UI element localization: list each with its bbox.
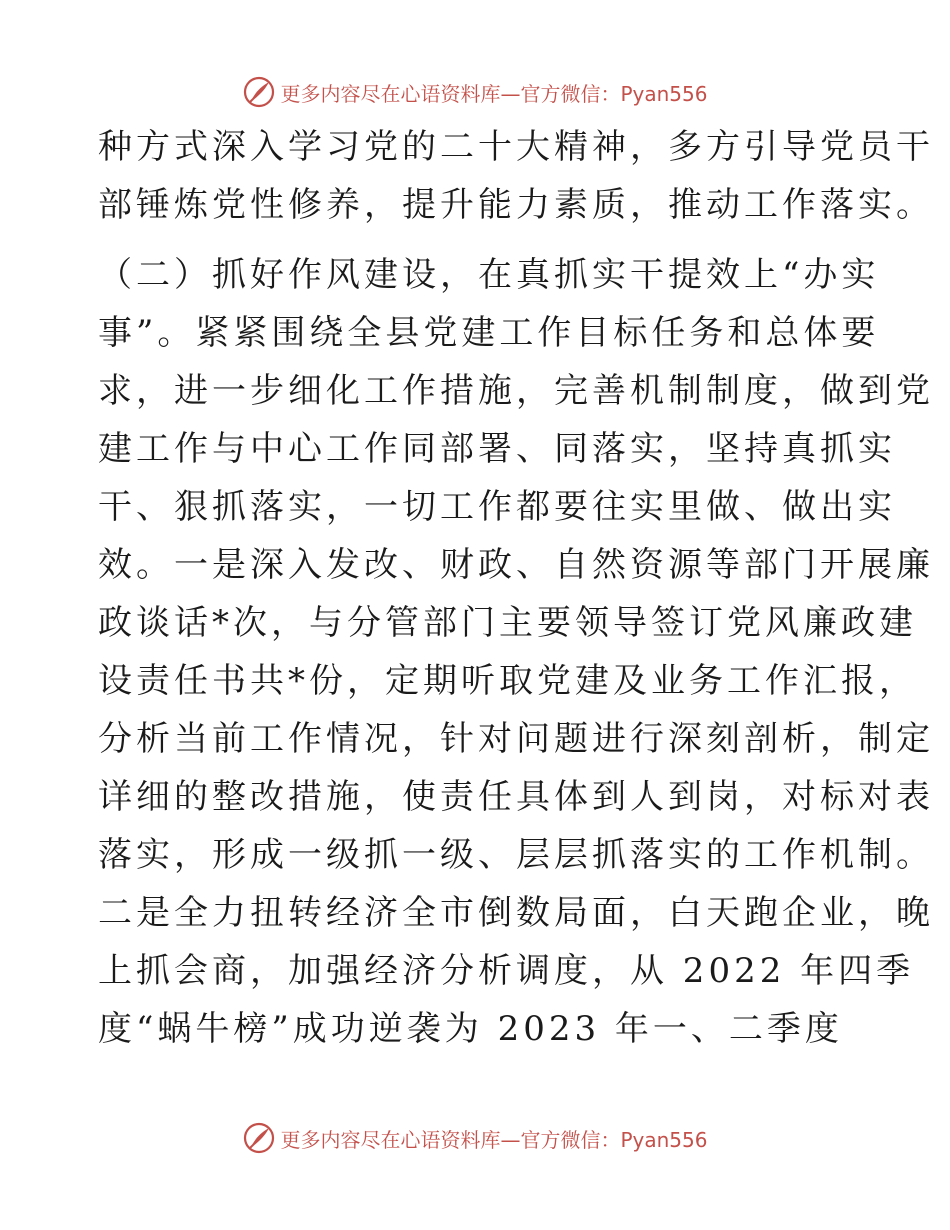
watermark-text: 更多内容尽在心语资料库—官方微信：Pyan556 [280,81,708,106]
text-line: 求，进一步细化工作措施，完善机制制度，做到党 [98,371,934,411]
text-line: 设责任书共*份，定期听取党建及业务工作汇报， [98,661,917,701]
watermark-text: 更多内容尽在心语资料库—官方微信：Pyan556 [280,1127,708,1152]
text-line: 建工作与中心工作同部署、同落实，坚持真抓实 [98,429,896,469]
text-line: 二是全力扭转经济全市倒数局面，白天跑企业，晚 [98,893,934,933]
text-line: 分析当前工作情况，针对问题进行深刻剖析，制定 [98,719,934,759]
text-line: 详细的整改措施，使责任具体到人到岗，对标对表 [98,777,934,817]
document-body [98,118,934,1058]
text-line: 干、狠抓落实，一切工作都要往实里做、做出实 [98,487,896,527]
text-line: 部锤炼党性修养，提升能力素质，推动工作落实。 [98,185,934,225]
text-line: 种方式深入学习党的二十大精神，多方引导党员干 [98,127,934,167]
text-line: 事”。紧紧围绕全县党建工作目标任务和总体要 [98,313,880,353]
text-line: 政谈话*次，与分管部门主要领导签订党风廉政建 [98,603,917,643]
feather-pen-logo-icon [242,1121,276,1155]
paragraph-2 [98,246,934,1058]
feather-pen-logo-icon [242,75,276,109]
top-watermark-banner [0,72,950,112]
bottom-watermark-banner [0,1118,950,1158]
text-line: 上抓会商，加强经济分析调度，从 2022 年四季 [98,951,915,991]
text-line: 效。一是深入发改、财政、自然资源等部门开展廉 [98,545,934,585]
text-line: 落实，形成一级抓一级、层层抓落实的工作机制。 [98,835,934,875]
paragraph-1 [98,118,934,234]
text-line: 度“蜗牛榜”成功逆袭为 2023 年一、二季度 [98,1009,843,1049]
section-heading-line: （二）抓好作风建设，在真抓实干提效上“办实 [98,255,880,295]
